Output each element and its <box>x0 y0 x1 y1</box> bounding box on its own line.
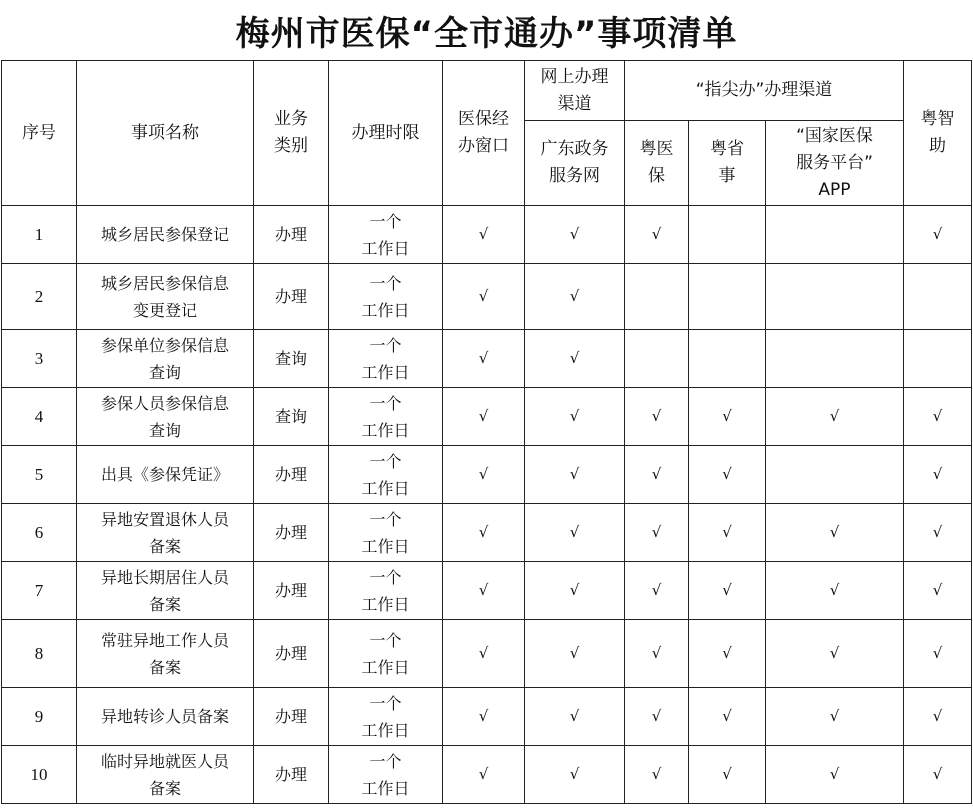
check-mark-icon: √ <box>722 407 732 425</box>
header-line: 业务 <box>274 109 308 129</box>
mark-national-app <box>766 562 904 620</box>
check-mark-icon: √ <box>932 644 943 662</box>
mark-national-app <box>766 388 904 446</box>
check-mark-icon: √ <box>478 287 489 305</box>
row-item-name <box>77 388 254 446</box>
time-limit-line: 一个 <box>369 751 402 771</box>
table-row <box>2 620 972 688</box>
header-line: 保 <box>648 166 665 186</box>
item-name-line: 备案 <box>148 536 181 556</box>
check-mark-icon: √ <box>722 523 732 541</box>
row-category: 办理 <box>254 504 329 562</box>
mark-gd-gov <box>525 388 625 446</box>
table-row <box>2 504 972 562</box>
mark-window <box>443 388 525 446</box>
row-seq: 4 <box>2 388 77 446</box>
time-limit-line: 一个 <box>369 273 402 293</box>
check-mark-icon: √ <box>932 581 943 599</box>
header-line: 服务网 <box>549 166 600 186</box>
check-mark-icon: √ <box>569 465 580 483</box>
row-item-name <box>77 264 254 330</box>
time-limit-line: 工作日 <box>361 720 410 740</box>
time-limit-line: 一个 <box>369 693 402 713</box>
row-time-limit <box>329 388 443 446</box>
header-line: APP <box>818 179 851 200</box>
mark-yueyibao <box>625 446 689 504</box>
time-limit-line: 一个 <box>369 630 402 650</box>
mark-yueshengshi <box>689 746 766 804</box>
time-limit-line: 一个 <box>369 509 402 529</box>
mark-window <box>443 746 525 804</box>
header-yuezhizhu <box>904 61 972 206</box>
check-mark-icon: √ <box>478 707 489 725</box>
mark-yueyibao <box>625 562 689 620</box>
table-row <box>2 562 972 620</box>
check-mark-icon: √ <box>722 644 732 662</box>
check-mark-icon: √ <box>478 349 489 367</box>
row-time-limit <box>329 264 443 330</box>
mark-gd-gov <box>525 264 625 330</box>
row-category: 办理 <box>254 688 329 746</box>
item-name-line: 异地长期居住人员 <box>100 567 229 587</box>
header-name <box>77 61 254 206</box>
mark-window <box>443 446 525 504</box>
time-limit-line: 工作日 <box>361 362 410 382</box>
check-mark-icon: √ <box>932 465 943 483</box>
time-limit-line: 工作日 <box>361 536 410 556</box>
title-bar <box>0 0 973 60</box>
check-mark-icon: √ <box>569 765 580 783</box>
check-mark-icon: √ <box>478 407 489 425</box>
header-line: 事 <box>718 166 736 186</box>
header-line: 助 <box>929 136 946 156</box>
row-seq: 5 <box>2 446 77 504</box>
check-mark-icon: √ <box>569 407 580 425</box>
check-mark-icon: √ <box>569 581 580 599</box>
item-name-line: 备案 <box>148 594 181 614</box>
row-item-name <box>77 620 254 688</box>
check-mark-icon: √ <box>569 707 580 725</box>
page-title: 梅州市医保“全市通办”事项清单 <box>235 13 738 54</box>
row-time-limit <box>329 330 443 388</box>
check-mark-icon: √ <box>569 349 580 367</box>
check-mark-icon: √ <box>478 581 489 599</box>
row-item-name <box>77 446 254 504</box>
row-item-name <box>77 504 254 562</box>
check-mark-icon: √ <box>478 644 489 662</box>
item-name-line: 查询 <box>148 362 181 382</box>
mark-yuezhizhu <box>904 388 972 446</box>
mark-yueyibao <box>625 206 689 264</box>
header-line: 办理时限 <box>351 122 420 143</box>
row-time-limit <box>329 620 443 688</box>
check-mark-icon: √ <box>829 407 840 425</box>
mark-gd-gov <box>525 620 625 688</box>
item-name-line: 异地转诊人员备案 <box>100 707 229 726</box>
row-time-limit <box>329 206 443 264</box>
mark-window <box>443 330 525 388</box>
check-mark-icon: √ <box>569 644 580 662</box>
row-category: 查询 <box>254 330 329 388</box>
item-name-line: 查询 <box>148 420 181 440</box>
table-row <box>2 388 972 446</box>
header-line: 广东政务 <box>540 139 609 159</box>
header-seq <box>2 61 77 206</box>
mark-yueshengshi <box>689 264 766 330</box>
item-name-line: 常驻异地工作人员 <box>100 630 229 650</box>
row-seq: 1 <box>2 206 77 264</box>
mark-yuezhizhu <box>904 446 972 504</box>
mark-yueshengshi <box>689 388 766 446</box>
mark-yueyibao <box>625 620 689 688</box>
row-seq: 8 <box>2 620 77 688</box>
check-mark-icon: √ <box>932 765 943 783</box>
row-item-name <box>77 562 254 620</box>
row-time-limit <box>329 446 443 504</box>
check-mark-icon: √ <box>651 225 662 243</box>
mark-yuezhizhu <box>904 330 972 388</box>
mark-yuezhizhu <box>904 620 972 688</box>
header-online-group <box>525 61 625 121</box>
mark-window <box>443 688 525 746</box>
check-mark-icon: √ <box>569 225 580 243</box>
check-mark-icon: √ <box>722 465 732 483</box>
mark-yueyibao <box>625 388 689 446</box>
row-category: 查询 <box>254 388 329 446</box>
mark-yueshengshi <box>689 206 766 264</box>
item-name-line: 参保单位参保信息 <box>100 335 229 355</box>
time-limit-line: 工作日 <box>361 420 410 440</box>
item-name-line: 临时异地就医人员 <box>100 751 229 771</box>
header-time-limit <box>329 61 443 206</box>
item-name-line: 备案 <box>148 778 181 798</box>
header-line: 类别 <box>274 136 308 156</box>
item-name-line: 备案 <box>148 657 181 677</box>
check-mark-icon: √ <box>478 225 489 243</box>
mark-yueshengshi <box>689 330 766 388</box>
mark-yuezhizhu <box>904 746 972 804</box>
row-seq: 9 <box>2 688 77 746</box>
check-mark-icon: √ <box>829 581 840 599</box>
header-line: 医保经 <box>458 109 509 129</box>
mark-yueshengshi <box>689 620 766 688</box>
row-category: 办理 <box>254 264 329 330</box>
row-category: 办理 <box>254 562 329 620</box>
table-row <box>2 330 972 388</box>
check-mark-icon: √ <box>478 523 489 541</box>
header-line: “国家医保 <box>796 125 873 146</box>
header-yueyibao <box>625 121 689 206</box>
table-body <box>2 206 972 804</box>
mark-national-app <box>766 446 904 504</box>
item-name-line: 城乡居民参保信息 <box>100 273 229 293</box>
item-name-line: 参保人员参保信息 <box>100 393 229 413</box>
mark-yuezhizhu <box>904 504 972 562</box>
mark-gd-gov <box>525 330 625 388</box>
row-item-name <box>77 330 254 388</box>
check-mark-icon: √ <box>651 765 662 783</box>
check-mark-icon: √ <box>932 225 943 243</box>
mark-national-app <box>766 688 904 746</box>
check-mark-icon: √ <box>651 523 662 541</box>
mark-national-app <box>766 746 904 804</box>
header-line: 事项名称 <box>131 122 199 143</box>
row-seq: 10 <box>2 746 77 804</box>
check-mark-icon: √ <box>829 644 840 662</box>
mark-gd-gov <box>525 688 625 746</box>
check-mark-icon: √ <box>829 707 840 725</box>
check-mark-icon: √ <box>829 523 840 541</box>
row-category: 办理 <box>254 620 329 688</box>
row-seq: 7 <box>2 562 77 620</box>
check-mark-icon: √ <box>651 581 662 599</box>
item-name-line: 出具《参保凭证》 <box>100 465 229 484</box>
time-limit-line: 工作日 <box>361 300 410 320</box>
mark-national-app <box>766 620 904 688</box>
check-mark-icon: √ <box>932 707 943 725</box>
mark-national-app <box>766 330 904 388</box>
header-line: 服务平台” <box>796 152 873 173</box>
time-limit-line: 一个 <box>369 451 402 471</box>
time-limit-line: 一个 <box>369 393 402 413</box>
header-national-app <box>766 121 904 206</box>
check-mark-icon: √ <box>651 707 662 725</box>
row-seq: 2 <box>2 264 77 330</box>
mark-yueshengshi <box>689 562 766 620</box>
table-row <box>2 446 972 504</box>
mark-yueshengshi <box>689 446 766 504</box>
row-item-name <box>77 746 254 804</box>
mark-gd-gov <box>525 504 625 562</box>
row-time-limit <box>329 746 443 804</box>
mark-window <box>443 264 525 330</box>
mark-national-app <box>766 264 904 330</box>
table-row <box>2 264 972 330</box>
header-fingertip-group <box>625 61 904 121</box>
check-mark-icon: √ <box>651 407 662 425</box>
table-row <box>2 206 972 264</box>
row-time-limit <box>329 562 443 620</box>
row-seq: 6 <box>2 504 77 562</box>
check-mark-icon: √ <box>651 644 662 662</box>
mark-yuezhizhu <box>904 206 972 264</box>
row-seq: 3 <box>2 330 77 388</box>
mark-gd-gov <box>525 746 625 804</box>
mark-yueyibao <box>625 504 689 562</box>
mark-yueshengshi <box>689 688 766 746</box>
header-line: 序号 <box>22 122 56 143</box>
item-name-line: 城乡居民参保登记 <box>100 225 229 244</box>
table-row <box>2 688 972 746</box>
check-mark-icon: √ <box>829 765 840 783</box>
header-yueshengshi <box>689 121 766 206</box>
row-category: 办理 <box>254 746 329 804</box>
mark-gd-gov <box>525 562 625 620</box>
item-name-line: 变更登记 <box>132 300 197 320</box>
items-table <box>1 60 972 804</box>
time-limit-line: 工作日 <box>361 657 410 677</box>
mark-national-app <box>766 206 904 264</box>
row-time-limit <box>329 504 443 562</box>
header-line: 粤医 <box>639 139 674 159</box>
mark-window <box>443 504 525 562</box>
row-item-name <box>77 688 254 746</box>
row-category: 办理 <box>254 206 329 264</box>
mark-yueyibao <box>625 746 689 804</box>
check-mark-icon: √ <box>932 407 943 425</box>
time-limit-line: 工作日 <box>361 778 410 798</box>
header-line: 渠道 <box>557 93 592 114</box>
check-mark-icon: √ <box>722 707 732 725</box>
check-mark-icon: √ <box>478 765 489 783</box>
mark-window <box>443 562 525 620</box>
mark-yueyibao <box>625 688 689 746</box>
mark-yuezhizhu <box>904 264 972 330</box>
check-mark-icon: √ <box>569 523 580 541</box>
mark-yuezhizhu <box>904 688 972 746</box>
table-row <box>2 746 972 804</box>
mark-national-app <box>766 504 904 562</box>
row-item-name <box>77 206 254 264</box>
time-limit-line: 一个 <box>369 567 402 587</box>
time-limit-line: 工作日 <box>361 238 410 258</box>
check-mark-icon: √ <box>722 765 732 783</box>
check-mark-icon: √ <box>478 465 489 483</box>
mark-window <box>443 206 525 264</box>
header-line: 网上办理 <box>540 66 609 87</box>
mark-yueshengshi <box>689 504 766 562</box>
row-time-limit <box>329 688 443 746</box>
header-line: “指尖办”办理渠道 <box>695 80 833 100</box>
mark-gd-gov <box>525 446 625 504</box>
header-gd-gov <box>525 121 625 206</box>
time-limit-line: 一个 <box>369 335 402 355</box>
mark-yueyibao <box>625 264 689 330</box>
check-mark-icon: √ <box>722 581 732 599</box>
header-line: 粤智 <box>920 109 955 129</box>
check-mark-icon: √ <box>651 465 662 483</box>
mark-window <box>443 620 525 688</box>
time-limit-line: 一个 <box>369 211 402 231</box>
time-limit-line: 工作日 <box>361 478 410 498</box>
check-mark-icon: √ <box>569 287 580 305</box>
item-name-line: 异地安置退休人员 <box>100 509 229 529</box>
mark-gd-gov <box>525 206 625 264</box>
header-window <box>443 61 525 206</box>
header-category <box>254 61 329 206</box>
mark-yueyibao <box>625 330 689 388</box>
time-limit-line: 工作日 <box>361 594 410 614</box>
header-line: 粤省 <box>710 139 744 159</box>
check-mark-icon: √ <box>932 523 943 541</box>
header-line: 办窗口 <box>458 136 509 156</box>
row-category: 办理 <box>254 446 329 504</box>
mark-yuezhizhu <box>904 562 972 620</box>
